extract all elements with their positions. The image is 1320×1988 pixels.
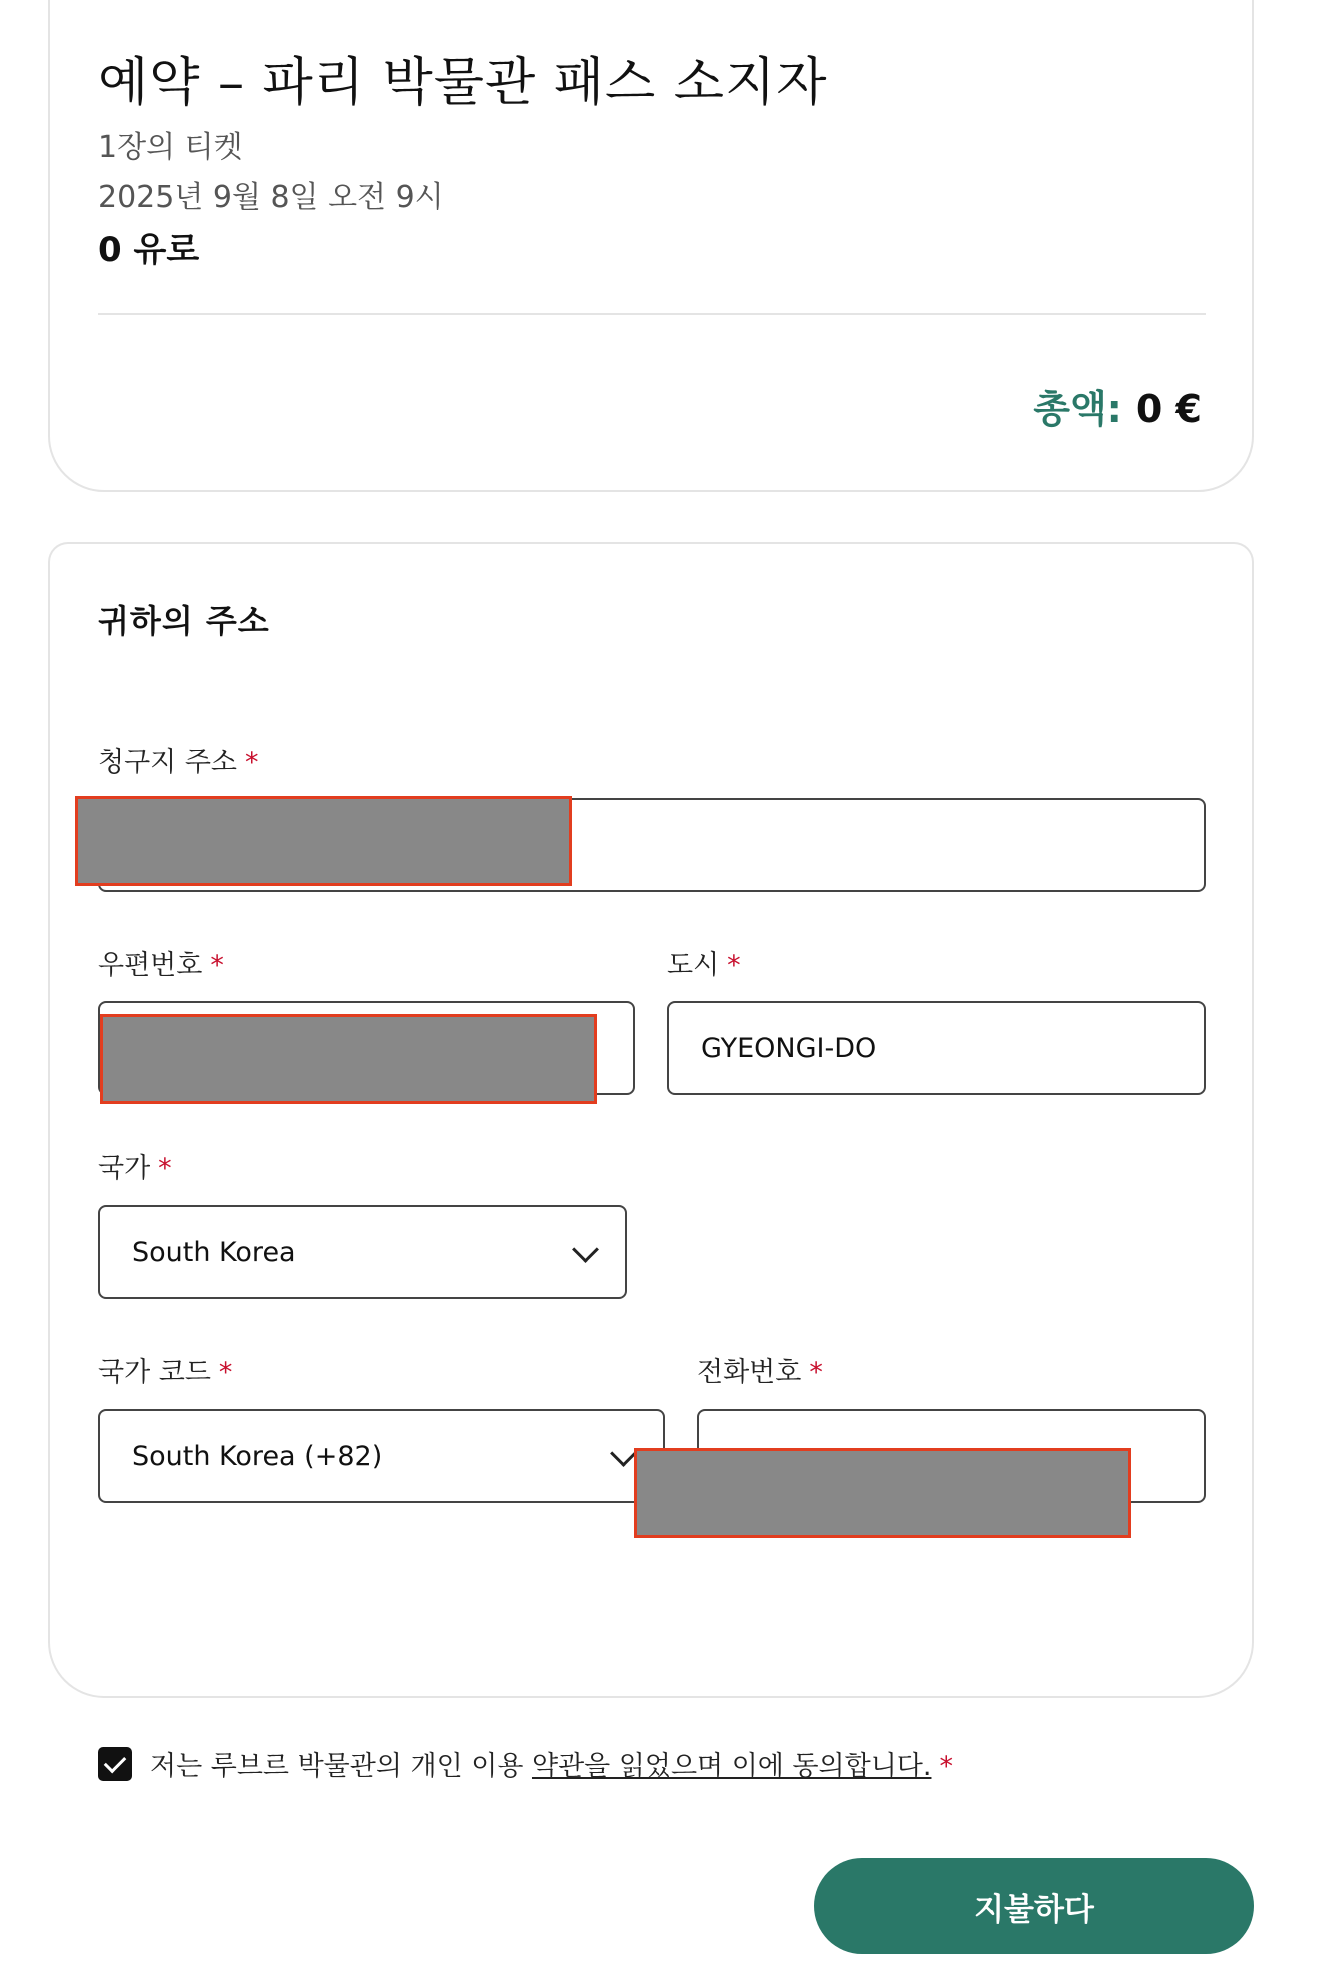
terms-text: 저는 루브르 박물관의 개인 이용 약관을 읽었으며 이에 동의합니다. * [150, 1751, 953, 1782]
address-section-title: 귀하의 주소 [98, 602, 270, 640]
city-label: 도시 * [667, 950, 741, 981]
country-code-label: 국가 코드 * [98, 1357, 233, 1388]
redaction-box [634, 1448, 1131, 1538]
phone-label: 전화번호 * [697, 1357, 823, 1388]
redaction-box [75, 796, 572, 886]
booking-datetime: 2025년 9월 8일 오전 9시 [98, 180, 444, 215]
total-value: 0 € [1135, 387, 1202, 431]
booking-title: 예약 – 파리 박물관 패스 소지자 [98, 53, 828, 113]
chevron-down-icon [610, 1440, 637, 1467]
country-code-select[interactable]: South Korea (+82) [98, 1409, 665, 1503]
chevron-down-icon [572, 1236, 599, 1263]
billing-address-label: 청구지 주소 * [98, 747, 259, 778]
pay-button[interactable]: 지불하다 [814, 1858, 1254, 1954]
redaction-box [100, 1014, 597, 1104]
terms-checkbox[interactable] [98, 1747, 132, 1781]
total-label: 총액: [1033, 387, 1122, 431]
terms-link[interactable]: 약관을 읽었으며 이에 동의합니다. [531, 1751, 932, 1782]
summary-divider [98, 313, 1206, 315]
country-select[interactable]: South Korea [98, 1205, 627, 1299]
ticket-count: 1장의 티켓 [98, 130, 243, 165]
order-total [1033, 378, 1202, 433]
country-label: 국가 * [98, 1153, 172, 1184]
city-input[interactable]: GYEONGI-DO [667, 1001, 1206, 1095]
ticket-price: 0 유로 [98, 230, 200, 270]
postal-code-label: 우편번호 * [98, 950, 224, 981]
